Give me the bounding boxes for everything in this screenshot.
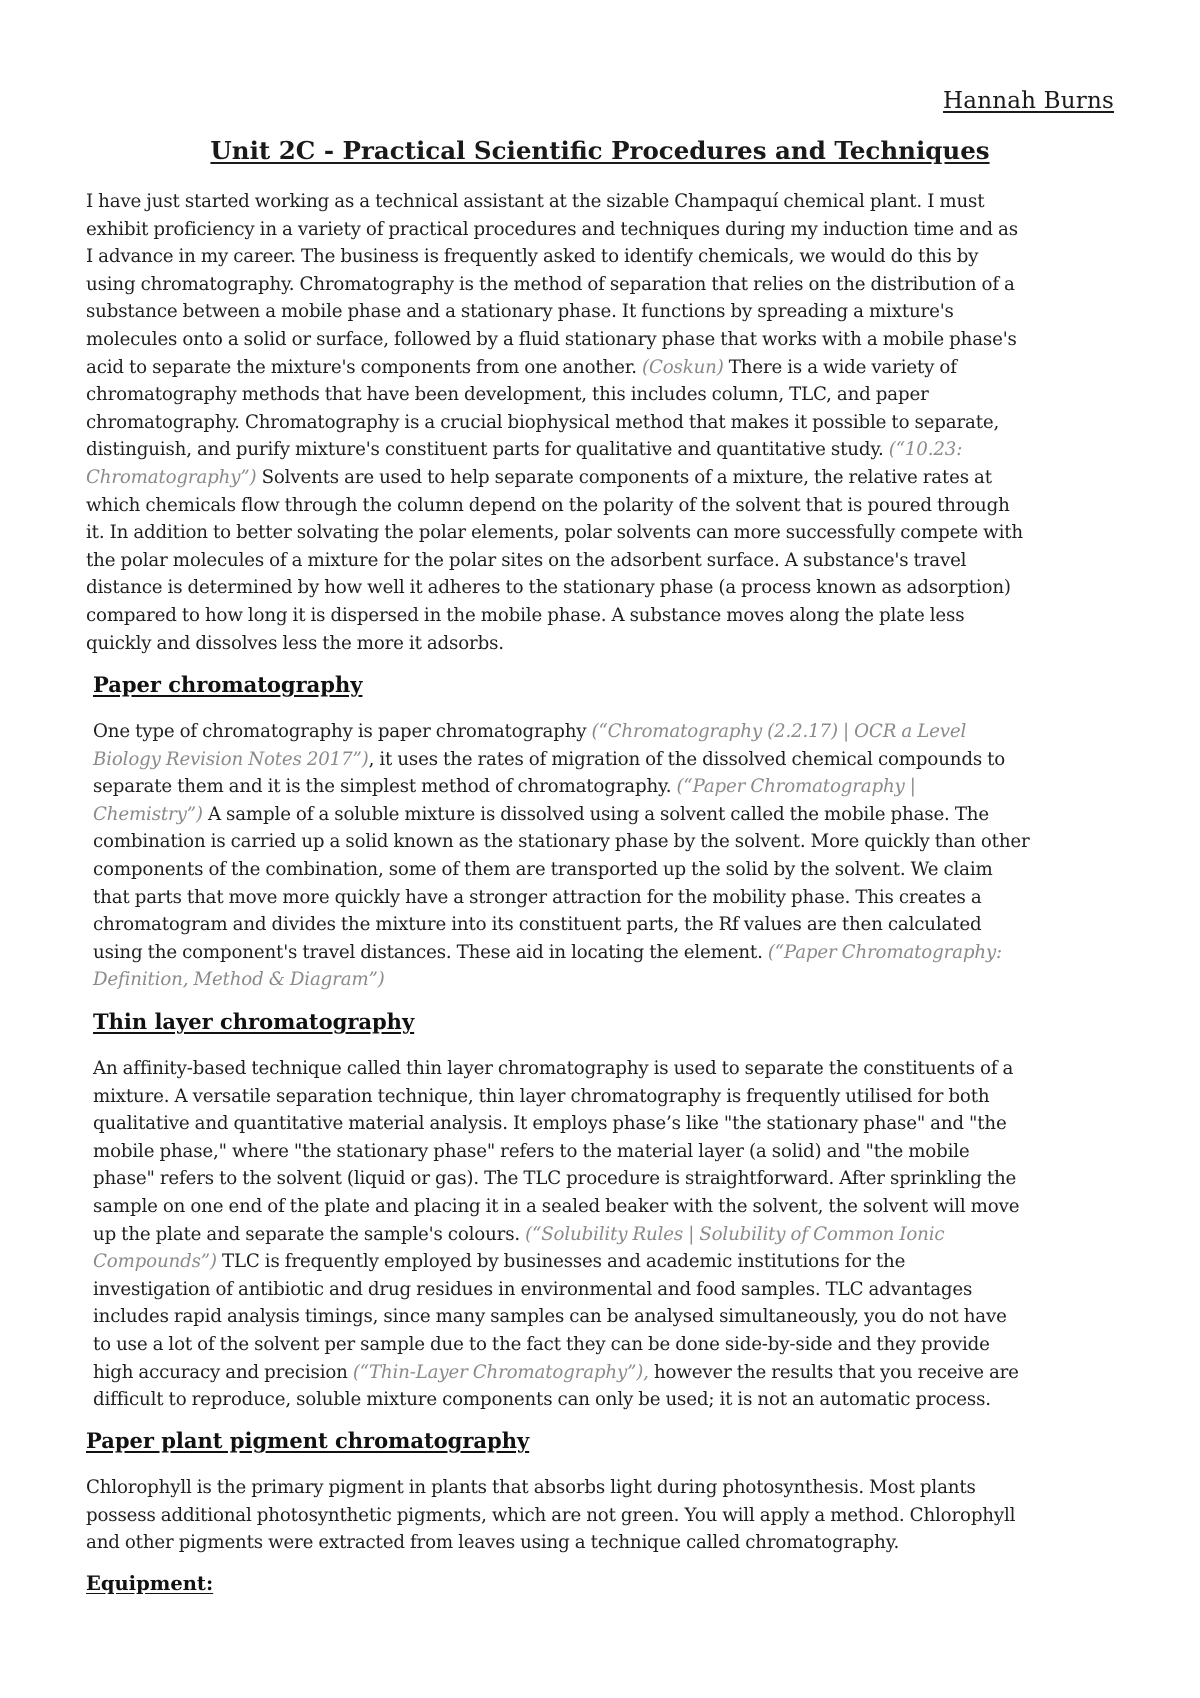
citation: Biology Revision Notes 2017”) (93, 748, 369, 770)
text-line (86, 1474, 1015, 1502)
body-text: and other pigments were extracted from leaves using a technique called chromatography. (86, 1532, 900, 1554)
text-line (86, 1502, 1015, 1530)
body-text: phase" refers to the solvent (liquid or gas). The TLC procedure is straightforward. After sprinkling the (93, 1168, 1017, 1190)
page-title: Unit 2C - Practical Scientific Procedures and Techniques (210, 136, 990, 165)
citation: (“Chromatography (2.2.17) | OCR a Level (591, 721, 967, 742)
text-line (86, 630, 1023, 658)
body-text: One type of chromatography is paper chromatography (93, 721, 592, 742)
text-line (93, 1110, 1019, 1138)
citation: Definition, Method & Diagram”) (93, 969, 385, 991)
body-text: includes rapid analysis timings, since many samples can be analysed simultaneously, you do not have (93, 1306, 1007, 1328)
text-line (93, 966, 1030, 994)
citation: (“10.23: (888, 439, 963, 461)
citation: (“Thin-Layer Chromatography”), (352, 1361, 649, 1383)
text-line (93, 1221, 1019, 1249)
heading-equipment: Equipment: (86, 1572, 214, 1595)
body-text: TLC is frequently employed by businesses and academic institutions for the (216, 1251, 906, 1273)
heading-paper-chromatography: Paper chromatography (93, 672, 363, 697)
text-line (93, 746, 1030, 774)
text-line (86, 326, 1023, 354)
text-line (86, 547, 1023, 575)
body-text: I have just started working as a technical assistant at the sizable Champaquí chemical plant. I must (86, 191, 985, 212)
text-line (93, 718, 1030, 746)
body-text: Chlorophyll is the primary pigment in plants that absorbs light during photosynthesis. Most plants (86, 1477, 976, 1498)
text-line (93, 773, 1030, 801)
body-text: acid to separate the mixture's components from one another. (86, 356, 643, 378)
body-text: separate them and it is the simplest method of chromatography. (93, 776, 677, 798)
citation: (“Solubility Rules | Solubility of Common Ionic (525, 1223, 945, 1245)
body-text: mobile phase," where "the stationary phase" refers to the material layer (a solid) and "the mobile (93, 1140, 970, 1162)
citation: (“Paper Chromatography | (676, 776, 916, 798)
text-line (93, 1276, 1019, 1304)
body-text: to use a lot of the solvent per sample due to the fact they can be done side-by-side and they provide (93, 1333, 990, 1355)
citation: Chemistry”) (93, 803, 203, 825)
text-line (93, 828, 1030, 856)
text-line (93, 1359, 1019, 1387)
text-line (93, 1331, 1019, 1359)
body-text: Solvents are used to help separate components of a mixture, the relative rates at (256, 466, 992, 488)
citation: Compounds”) (93, 1251, 217, 1273)
body-text: combination is carried up a solid known as the stationary phase by the solvent. More quickly than other (93, 831, 1030, 853)
text-line (93, 1083, 1019, 1111)
intro-paragraph (86, 188, 1023, 657)
text-line (93, 856, 1030, 884)
body-text: it. In addition to better solvating the polar elements, polar solvents can more successfully compete with (86, 522, 1023, 544)
text-line (86, 464, 1023, 492)
text-line (86, 409, 1023, 437)
text-line (93, 1248, 1019, 1276)
text-line (93, 1165, 1019, 1193)
text-line (93, 1055, 1019, 1083)
heading-paper-plant-pigment-chromatography: Paper plant pigment chromatography (86, 1428, 530, 1453)
text-line (86, 519, 1023, 547)
body-text: sample on one end of the plate and placing it in a sealed beaker with the solvent, the solvent will move (93, 1195, 1020, 1217)
text-line (86, 602, 1023, 630)
text-line (86, 298, 1023, 326)
text-line (93, 1386, 1019, 1414)
body-text: high accuracy and precision (93, 1361, 353, 1383)
plant-pigment-paragraph (86, 1474, 1015, 1557)
body-text: chromatogram and divides the mixture into its constituent parts, the Rf values are then calculated (93, 914, 982, 936)
body-text: distinguish, and purify mixture's constituent parts for qualitative and quantitative study. (86, 439, 889, 461)
text-line (86, 271, 1023, 299)
body-text: distance is determined by how well it adheres to the stationary phase (a process known as adsorption) (86, 577, 1011, 599)
citation: (“Paper Chromatography: (767, 941, 1002, 963)
body-text: qualitative and quantitative material analysis. It employs phase’s like "the stationary phase" and "the (93, 1113, 1007, 1135)
body-text: however the results that you receive are (648, 1361, 1019, 1383)
body-text: molecules onto a solid or surface, followed by a fluid stationary phase that works with a mobile phase's (86, 328, 1017, 350)
author-name: Hannah Burns (943, 88, 1114, 114)
body-text: chromatography. Chromatography is a crucial biophysical method that makes it possible to separate, (86, 411, 1000, 433)
text-line (86, 381, 1023, 409)
text-line (86, 492, 1023, 520)
body-text: investigation of antibiotic and drug residues in environmental and food samples. TLC advantages (93, 1278, 973, 1300)
body-text: A sample of a soluble mixture is dissolved using a solvent called the mobile phase. The (202, 803, 989, 825)
body-text: that parts that move more quickly have a stronger attraction for the mobility phase. This creates a (93, 886, 982, 908)
heading-thin-layer-chromatography: Thin layer chromatography (93, 1009, 415, 1034)
text-line (86, 1529, 1015, 1557)
body-text: compared to how long it is dispersed in the mobile phase. A substance moves along the plate less (86, 604, 965, 626)
body-text: the polar molecules of a mixture for the polar sites on the adsorbent surface. A substance's travel (86, 549, 967, 571)
text-line (93, 1138, 1019, 1166)
text-line (93, 1303, 1019, 1331)
body-text: possess additional photosynthetic pigments, which are not green. You will apply a method. Chlorophyll (86, 1504, 1016, 1526)
text-line (93, 911, 1030, 939)
body-text: exhibit proficiency in a variety of practical procedures and techniques during my induction time and as (86, 218, 1018, 240)
body-text: up the plate and separate the sample's colours. (93, 1223, 526, 1245)
body-text: There is a wide variety of (723, 356, 957, 378)
citation: (Coskun) (642, 356, 724, 378)
text-line (93, 801, 1030, 829)
body-text: difficult to reproduce, soluble mixture components can only be used; it is not an automatic process. (93, 1389, 991, 1411)
body-text: An affinity-based technique called thin layer chromatography is used to separate the constituents of a (93, 1058, 1014, 1079)
text-line (86, 354, 1023, 382)
citation: Chromatography”) (86, 466, 257, 488)
text-line (86, 436, 1023, 464)
text-line (86, 188, 1023, 216)
text-line (86, 574, 1023, 602)
body-text: I advance in my career. The business is frequently asked to identify chemicals, we would do this by (86, 246, 979, 268)
body-text: using chromatography. Chromatography is the method of separation that relies on the distribution of a (86, 273, 1015, 295)
body-text: substance between a mobile phase and a stationary phase. It functions by spreading a mixture's (86, 301, 954, 323)
text-line (93, 884, 1030, 912)
body-text: which chemicals flow through the column depend on the polarity of the solvent that is poured through (86, 494, 1010, 516)
text-line (93, 939, 1030, 967)
body-text: quickly and dissolves less the more it adsorbs. (86, 632, 504, 654)
text-line (86, 243, 1023, 271)
text-line (93, 1193, 1019, 1221)
paper-chromatography-paragraph (93, 718, 1030, 994)
thin-layer-chromatography-paragraph (93, 1055, 1019, 1414)
text-line (86, 216, 1023, 244)
body-text: chromatography methods that have been development, this includes column, TLC, and paper (86, 384, 929, 406)
body-text: , it uses the rates of migration of the dissolved chemical compounds to (368, 748, 1006, 770)
body-text: using the component's travel distances. These aid in locating the element. (93, 941, 768, 963)
body-text: components of the combination, some of them are transported up the solid by the solvent. We claim (93, 858, 993, 880)
body-text: mixture. A versatile separation technique, thin layer chromatography is frequently utilised for both (93, 1085, 990, 1107)
